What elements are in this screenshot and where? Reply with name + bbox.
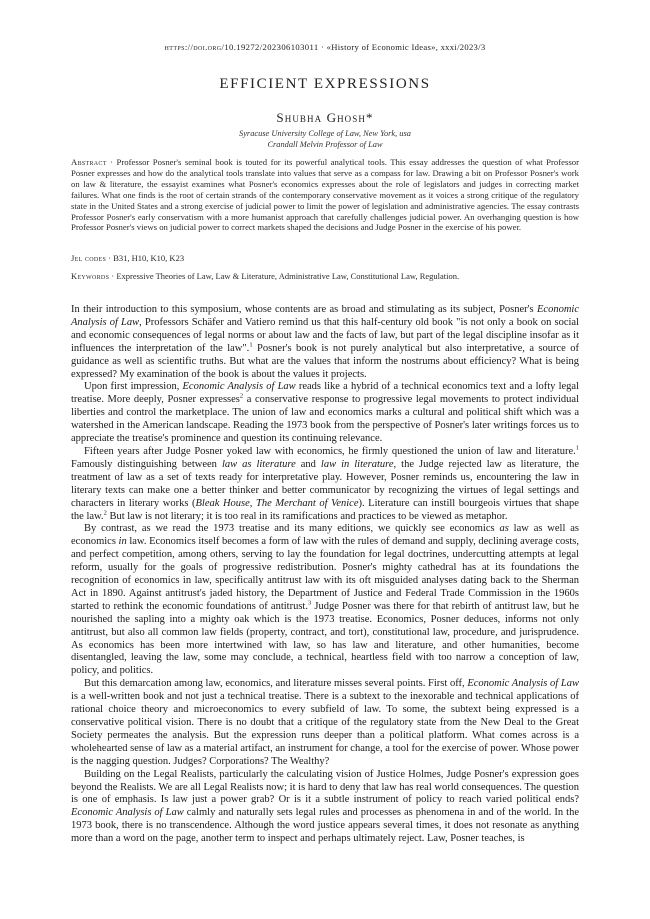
text-run: Posner's book is not purely analytical but also interpretative, a source of guidance as well as scientific truths. But what are the values that inform the nostrums about efficiency? What is being expressed? My examination of the book is about the values it projects.	[71, 342, 580, 380]
keywords-separator: ·	[109, 271, 117, 281]
journal-citation: «History of Economic Ideas», xxxi/2023/3	[326, 42, 486, 52]
text-run: Judge Posner was there for that rebirth of antitrust law, but he nourished the sapling into a mighty oak which is the 1973 treatise. Economics, Posner deduces, informs not only antitrust, but also all common law fields (property, contract, and tort), constitutional law, procedure, and jurisprudence. As economics has been more intertwined with law, so has law and literature, and other humanities, become disentangled, leaving the law, some may conclude, a technical, heartless field with too narrow a conception of law, policy, and politics.	[71, 600, 579, 677]
text-run: By contrast, as we read the 1973 treatise and its many editions, we quickly see economics	[84, 523, 500, 535]
footnote-ref[interactable]: 2	[239, 392, 244, 400]
text-run: is a well-written book and not just a technical treatise. There is a subtext to the inexorable and technical applications of rational choice theory and microeconomics to every subfield of law. To some, the subtext being expressed is a conservative political vision. There is no doubt that a critique of the regulatory state from the New Deal to the Great Society permeates the analysis. But the expression runs deeper than a political platform. What comes across is a wholehearted sense of law as a material artifact, an instrument for change, a tool for the exercise of power. Whose power is the nagging question. Judges? Corporations? The Wealthy?	[71, 691, 579, 767]
footnote-ref[interactable]: 3	[307, 599, 312, 607]
author-name: Shubha Ghosh	[276, 110, 366, 125]
abstract-text: Professor Posner's seminal book is touted for its powerful analytical tools. This essay addresses the question of what Professor Posner expresses and how do the analytical tools translate into values that serve as a compass for law. Drawing a bit on Professor Posner's work on law & literature, the essayist examines what Posner's economics expresses about the role of legislators and judges in correcting market failures. What one finds is the root of certain strands of the contemporary conservative movement as it voices a strong critique of the regulatory state in the United States and a strong exercise of judicial power to limit the power of legislation and administrative agencies. The essay contrasts Professor Posner's early conservatism with a more humanist approach that carefully challenges judicial power. An overhanging question is how Professor Posner's views on judicial power to correct markets shaped the decisions and Judge Posner in the exercise of his power.	[71, 157, 579, 233]
text-run: ). Literature can instill bourgeois virtues that shape the law.	[71, 497, 579, 522]
jel-values: B31, H10, K10, K23	[113, 253, 185, 263]
text-run: Fifteen years after Judge Posner yoked law with economics, he firmly questioned the union of law and literature.	[84, 445, 576, 457]
emphasis: law in literature	[320, 458, 394, 470]
article-title: EFFICIENT EXPRESSIONS	[219, 76, 431, 92]
text-run: Upon first impression,	[84, 381, 183, 393]
text-run: In their introduction to this symposium, whose contents are as broad and stimulating as its subject, Posner's	[71, 304, 537, 315]
footnote-ref[interactable]: 2	[103, 509, 107, 516]
keywords-values: Expressive Theories of Law, Law & Literature, Administrative Law, Constitutional Law, Regulation.	[116, 271, 460, 281]
text-run: But this demarcation among law, economics, and literature misses several points. First off,	[84, 678, 468, 690]
jel-codes	[71, 253, 579, 263]
text-run: a conservative response to progressive legal movements to protect individual liberties and control the marketplace. The union of law and economics marks a cultural and political shift which was a watershed in the American landscape. Reading the 1973 book from the perspective of Posner's later writings forces us to appreciate the treatise's prominence and question its continuing relevance.	[71, 394, 579, 445]
text-run: law as well as economics	[71, 523, 579, 548]
author-position: Crandall Melvin Professor of Law	[267, 140, 383, 149]
emphasis: in	[118, 536, 127, 548]
text-run: calmly and naturally sets legal rules and processes as phenomena in and of the world. In the 1973 book, there is no transcendence. Although the word justice appears several times, it does not resonate as anything more than a word on the page, another term to inspect and perhaps ultimately reject. Law, Posner teaches, is	[71, 807, 579, 845]
article-body	[71, 304, 579, 846]
book-title: Bleak House, The Merchant of Venice	[195, 497, 359, 509]
paragraph-2	[71, 381, 579, 446]
abstract	[71, 157, 579, 233]
keywords-label: Keywords	[71, 271, 110, 281]
text-run: Famously distinguishing between	[71, 458, 222, 470]
paragraph-4	[71, 523, 579, 678]
book-title: Economic Analysis of Law	[71, 304, 579, 328]
book-title: Economic Analysis of Law	[182, 381, 296, 393]
paragraph-6	[71, 769, 579, 846]
text-run: , the Judge rejected law as literature, the treatment of law as a set of texts ready for interpretative play. However, Posner reminds us, encountering the law in literary texts can make one a better thinker and better communicator by recognizing the virtues of legal settings and characters in literary works (	[71, 458, 579, 509]
doi-link[interactable]: https://doi.org/10.19272/202306103011	[164, 42, 319, 52]
author-footnote-mark: *	[365, 110, 374, 125]
author-line	[0, 110, 650, 126]
text-run: But law is not literary; it is too real in its ramifications and practices to be viewed as metaphor.	[106, 510, 508, 522]
book-title: Economic Analysis of Law	[71, 807, 184, 819]
running-head-separator: ·	[318, 42, 327, 52]
emphasis: law as literature	[221, 458, 296, 470]
footnote-ref[interactable]: 1	[575, 444, 579, 452]
keywords	[71, 271, 579, 281]
text-run: , Professors Schäfer and Vatiero remind us that this half-century old book "is not only a book on social and economic consequences of legal norms or about law and the facts of law, but part of the legal discipline insofar as it influences the interpretation of the law".	[71, 316, 579, 354]
running-head	[0, 42, 650, 52]
paragraph-5	[71, 678, 579, 768]
paragraph-3	[71, 446, 579, 523]
jel-label: Jel codes	[71, 253, 107, 263]
author-affiliation: Syracuse University College of Law, New York, usa	[239, 129, 411, 138]
abstract-label: Abstract	[71, 157, 107, 167]
paragraph-1	[71, 304, 579, 381]
book-title: Economic Analysis of Law	[467, 678, 579, 690]
emphasis: as	[499, 523, 509, 535]
text-run: law. Economics itself becomes a form of law with the rules of demand and supply, declining average costs, and perfect competition, among others, serving to lay the foundation for legal doctrines, undercutting attempts at legal reform, usually for the goals of progressive redistribution. Posner's mighty cathedral has at its foundations the recognition of economics in law, specifically antitrust law with its oft misguided analyses dating back to the Sherman Act in 1890. Against antitrust's jaded history, the Department of Justice and Federal Trade Commission in the 1960s started to rethink the economic foundations of antitrust.	[71, 536, 579, 612]
text-run: and	[295, 458, 321, 470]
text-run: reads like a hybrid of a technical economics text and a lofty legal treatise. More deeply, Posner expresses	[71, 381, 580, 406]
footnote-ref[interactable]: 1	[249, 341, 253, 349]
text-run: Building on the Legal Realists, particularly the calculating vision of Justice Holmes, Judge Posner's expression goes beyond the Realists. We are all Legal Realists now; it is hard to deny that law has real world consequences. The question is one of emphasis. Is law just a power grab? Or is it a subtle instrument of policy to reach varied political ends?	[71, 768, 579, 806]
jel-separator: ·	[106, 253, 114, 263]
abstract-separator: ·	[106, 157, 117, 167]
